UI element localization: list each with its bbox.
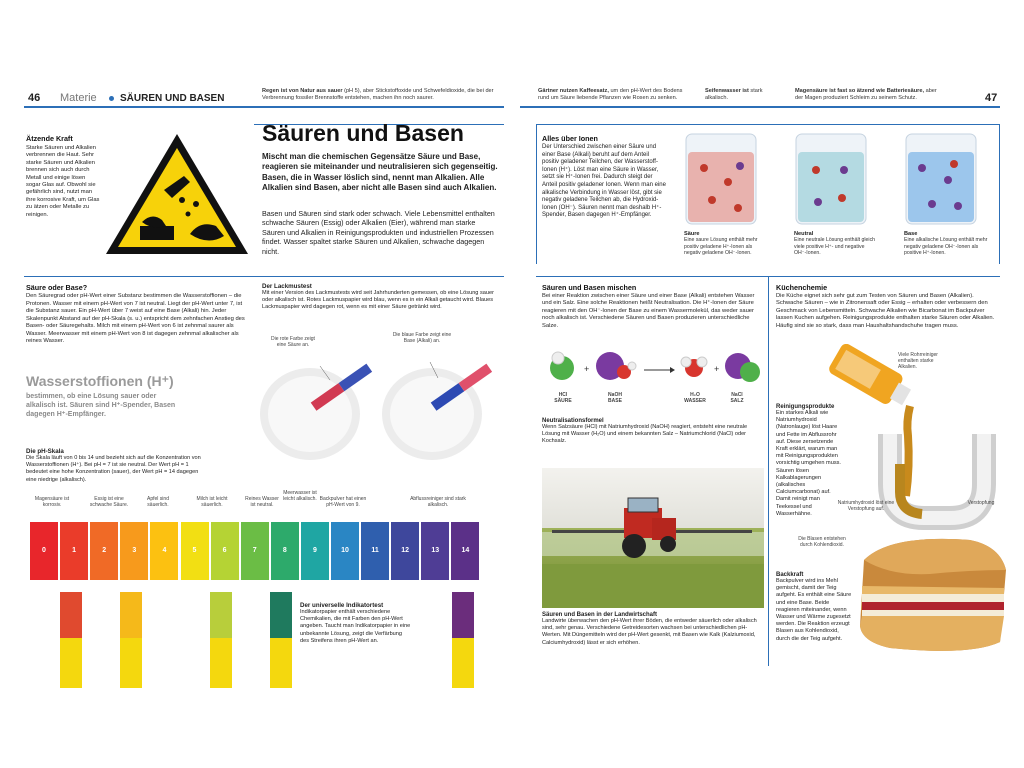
cake-caption: Die Blasen entstehen durch Kohlendioxid.	[798, 536, 846, 548]
ph-scale-title: Die pH-Skala	[26, 448, 64, 455]
hydrogen-ions-text: bestimmen, ob eine Lösung sauer oder alkalisch ist. Säuren sind H⁺-Spender, Basen dagegen H⁺-Empfänger.	[26, 393, 176, 418]
corrosive-text: Starke Säuren und Alkalien verbrennen die Haut. Sehr starke Säuren und Alkalien brennen sich auch durch Metall und einige lösen sogar Glas auf. Obwohl sie gefährlich sind, nutzt man ihre korrosive Kraft, um Glas zu ätzen oder Metalle zu reinigen.	[26, 145, 100, 218]
indicator-title: Der universelle Indikatortest	[300, 602, 384, 609]
ph-cell-4: 4	[150, 522, 178, 580]
ions-rule-h	[536, 124, 1000, 125]
litmus-red-caption: Die rote Farbe zeigt eine Säure an.	[271, 336, 315, 348]
page-bottom-margin	[0, 690, 1024, 768]
molecule-hcl: HCl SÄURE	[554, 392, 572, 404]
ph-cell-14: 14	[451, 522, 479, 580]
ions-rule-right	[999, 124, 1000, 264]
agriculture-text: Landwirte überwachen den pH-Wert ihrer Böden, die entweder säuerlich oder alkalisch sind, sehr genau. Verschiedene Getreidesorten wachsen bei unterschiedlichen pH-Werten. Mit Düngemitteln wird der pH-Wert gesenkt, mit Basen wie Kalk (Kalziumoxid, Calciumhydroxid) lässt er sich erhöhen.	[542, 618, 757, 646]
main-body: Basen und Säuren sind stark oder schwach. Viele Lebensmittel enthalten schwache Säuren (Essig) oder Alkalien (Eier), während man starke Säuren und Alkalien in Reinigungsprodukten und industriellen Prozessen findet. Wasser spaltet starke Säuren und Alkalien, schwache dagegen nicht.	[262, 209, 495, 256]
litmus-section	[262, 283, 502, 312]
ph-cell-11: 11	[361, 522, 389, 580]
litmus-illustration	[252, 348, 492, 466]
ph-callout-milk: Milch ist leicht säuerlich.	[196, 496, 228, 508]
farm-tractor-photo	[542, 468, 764, 608]
ph-cell-12: 12	[391, 522, 419, 580]
molecule-nacl: NaCl SALZ	[730, 392, 744, 404]
neutralisation-formula	[542, 418, 764, 446]
ph-cell-3: 3	[120, 522, 148, 580]
ph-cell-13: 13	[421, 522, 449, 580]
ions-title: Alles über Ionen	[542, 134, 598, 143]
litmus-blue-caption: Die blaue Farbe zeigt eine Base (Alkali) an.	[392, 332, 452, 344]
mixing-section	[542, 283, 764, 330]
beaker-acid	[684, 231, 766, 257]
svg-text:+: +	[584, 364, 590, 374]
ph-scale-text: Die Skala läuft von 0 bis 14 und bezieht sich auf die Konzentration von Wasserstoffionen (H⁺). Bei pH = 7 ist sie neutral. Der Wert pH = 1 bedeutet eine hohe Konzentration (sauer), der Wert pH = 14 dagegen eine niedrige (alkalisch).	[26, 455, 201, 483]
main-intro: Mischt man die chemischen Gegensätze Säure und Base, reagieren sie miteinander und neutralisieren sich gegenseitig. Basen, die in Wasser löslich sind, nennt man Alkalien. Alle Alkalien sind Basen, aber nicht alle Basen sind auch Alkalien.	[262, 152, 498, 193]
left-page-number: 46	[28, 92, 41, 104]
beaker-base-label: Base	[904, 231, 918, 237]
indicator-strip-8	[270, 592, 292, 688]
ph-cell-0: 0	[30, 522, 58, 580]
cleaning-title: Reinigungsprodukte	[776, 404, 835, 410]
baking-title: Backkraft	[776, 572, 804, 578]
page-title: Säuren und Basen	[262, 120, 464, 146]
header-fact-soap: Seifenwasser ist stark alkalisch.	[705, 88, 763, 101]
mixing-text: Bei einer Reaktion zwischen einer Säure und einer Base (Alkali) entstehen Wasser und ein Salz. Eine solche Reaktionen heißt Neutralisation. Die H⁺-Ionen der Säure reagieren mit den OH⁻-Ionen der Base zu einem Wassermolekül, das weder sauer noch alkalisch ist. Verschiedene Säuren und Basen produzieren unterschiedliche Salze.	[542, 293, 755, 329]
ph-cell-7: 7	[241, 522, 269, 580]
formula-title: Neutralisationsformel	[542, 418, 604, 424]
ph-callout-drain-cleaner: Abflussreiniger sind stark alkalisch.	[410, 496, 466, 508]
kitchen-divider	[768, 276, 769, 666]
kitchen-section	[776, 283, 998, 330]
ion-beakers	[682, 130, 992, 230]
ph-callout-vinegar: Essig ist eine schwache Säure.	[89, 496, 129, 508]
section-topic: SÄUREN UND BASEN	[120, 93, 225, 104]
cleaning-text: Ein starkes Alkali wie Natriumhydroxid (Natronlauge) löst Haare und Fette im Abflussrohr auf. Diese zersetzende Kraft erklärt, warum man mit Reinigungsprodukten vorsichtig umgehen muss. Säuren lösen Kalkablagerungen (alkalisches Calciumcarbonat) auf. Damit reinigt man Teekessel und Wasserhähne.	[776, 410, 841, 517]
ph-cell-6: 6	[211, 522, 239, 580]
ions-section	[542, 134, 666, 220]
ions-rule-v	[536, 124, 537, 264]
kitchen-title: Küchenchemie	[776, 283, 828, 292]
hydrogen-ions-title: Wasserstoffionen (H⁺)	[26, 373, 174, 389]
header-rule-right	[520, 106, 1000, 108]
ph-callout-apple: Apfel sind säuerlich.	[147, 496, 169, 508]
litmus-text: Mit einer Version des Lackmustests wird seit Jahrhunderten gemessen, ob eine Lösung sauer oder alkalisch ist. Rotes Lackmuspapier wird blau, wenn es in ein Alkali getaucht wird. Blaues Lackmuspapier wird dagegen rot, wenn es mit einer Säure getränkt wird.	[262, 290, 494, 311]
agriculture-title: Säuren und Basen in der Landwirtschaft	[542, 612, 658, 618]
bottle-caption: Viele Rohrreiniger enthalten starke Alkalien.	[898, 352, 938, 370]
right-page-number: 47	[985, 92, 998, 104]
corrosive-title: Ätzende Kraft	[26, 134, 73, 143]
indicator-strip-4	[120, 592, 142, 688]
formula-text: Wenn Salzsäure (HCl) mit Natriumhydroxid (NaOH) reagiert, entsteht eine neutrale Lösung mit Wasser (H₂O) und einem bekannten Salz – Natriumchlorid (NaCl) oder Kochsalz.	[542, 424, 748, 445]
cake-photo	[850, 530, 1012, 660]
ph-callout-stomach: Magensäure ist korrosiv.	[34, 496, 70, 508]
beaker-base	[904, 231, 996, 257]
ph-callout-water: Reines Wasser ist neutral.	[245, 496, 279, 508]
indicator-strip-1	[60, 592, 82, 688]
header-rule-left	[24, 106, 504, 108]
ph-cell-5: 5	[181, 522, 209, 580]
ph-cell-8: 8	[271, 522, 299, 580]
ph-scale-section	[26, 448, 208, 484]
corrosive-hazard-sign	[102, 130, 252, 258]
litmus-title: Der Lackmustest	[262, 283, 312, 290]
ions-text: Der Unterschied zwischen einer Säure und einer Base (Alkali) beruht auf dem Anteil positiv geladener Teilchen, der Wasserstoff-Ionen (H⁺). Löst man eine Säure in Wasser, setzt sie H⁺-Ionen frei. Dadurch steigt der Anteil positiv geladener Ionen. Wenn man eine alkalische Verbindung in Wasser löst, gibt sie negativ geladene Teilchen ab, die Hydroxid-Ionen (OH⁻). Säuren nennt man deshalb H⁺-Spender, Basen dagegen H⁺-Empfänger.	[542, 144, 666, 219]
hydrogen-ions-section	[26, 373, 176, 419]
beaker-neutral-caption: Eine neutrale Lösung enthält gleich viele positive H⁺- und negative OH⁻-Ionen.	[794, 237, 876, 257]
pipe-caption-blockage: Verstopfung	[967, 500, 995, 506]
acid-or-base-title: Säure oder Base?	[26, 283, 88, 292]
ph-callout-baking-powder: Backpulver hat einen pH-Wert von 9.	[319, 496, 367, 508]
section-name: Materie	[60, 92, 97, 104]
header-fact-stomach: Magensäure ist fast so ätzend wie Batteriesäure, aber der Magen produziert Schleim zu seinem Schutz.	[795, 88, 937, 101]
indicator-strip-14	[452, 592, 474, 688]
ph-cell-10: 10	[331, 522, 359, 580]
kitchen-text: Die Küche eignet sich sehr gut zum Testen von Säuren und Basen (Alkalien). Schwache Säuren – wie in Zitronensaft oder Essig – erhalten oder verbessern den Geschmack von Lebensmitteln. Schwache Alkalien wie Bicarbonat im Backpulver lassen Kuchen aufgehen. Reinigungsprodukte enthalten starke Säuren oder Alkalien. Häufig sind sie so stark, dass man Haushaltshandschuhe tragen muss.	[776, 293, 995, 329]
agriculture-section	[542, 612, 764, 647]
svg-text:+: +	[714, 364, 720, 374]
beaker-acid-caption: Eine saure Lösung enthält mehr positiv geladene H⁺-Ionen als negativ geladene OH⁻-Ionen.	[684, 237, 758, 257]
baking-text: Backpulver wird ins Mehl gemischt, damit der Teig aufgeht. Es enthält eine Säure und eine Base. Beide reagieren miteinander, wenn Wasser und Wärme zugesetzt werden. Die Reaktion erzeugt Blasen aus Kohlendioxid, durch die der Teig aufgeht.	[776, 578, 852, 642]
baking-section	[776, 572, 852, 643]
corrosive-section	[26, 134, 100, 219]
indicator-strip-6	[210, 592, 232, 688]
beaker-neutral-label: Neutral	[794, 231, 814, 237]
acid-or-base-section	[26, 283, 248, 346]
molecule-h2o: H₂O WASSER	[684, 392, 706, 404]
ph-cell-9: 9	[301, 522, 329, 580]
section-dot	[109, 96, 114, 101]
ph-cell-2: 2	[90, 522, 118, 580]
beaker-acid-label: Säure	[684, 231, 700, 237]
indicator-section	[300, 602, 412, 645]
indicator-text: Indikatorpapier enthält verschiedene Chemikalien, die mit Farben den pH-Wert angeben. Taucht man Indikatorpapier in eine unbekannte Lösung, zeigt die Verfärbung des Streifens ihren pH-Wert an.	[300, 609, 411, 644]
mixing-title: Säuren und Basen mischen	[542, 283, 637, 292]
pipe-caption-solution: Natriumhydroxid löst eine Verstopfung auf.	[837, 500, 895, 512]
header-fact-coffee: Gärtner nutzen Kaffeesatz, um den pH-Wert des Bodens rund um Säure liebende Pflanzen wie Rosen zu senken.	[538, 88, 683, 101]
beaker-base-caption: Eine alkalische Lösung enthält mehr negativ geladene OH⁻-Ionen als positive H⁺-Ionen.	[904, 237, 988, 257]
ph-callout-seawater: Meerwasser ist leicht alkalisch.	[283, 490, 317, 502]
beaker-neutral	[794, 231, 876, 257]
ph-cell-1: 1	[60, 522, 88, 580]
left-section-rule	[24, 276, 504, 277]
acid-or-base-text: Den Säuregrad oder pH-Wert einer Substanz bestimmen die Wasserstoffionen – die Protonen. Wasser mit einem pH-Wert von 7 ist neutral. Liegt der pH-Wert unter 7, ist die Substanz sauer. Ein pH-Wert über 7 weist auf eine Base (Alkali) hin. Jeder Skalenpunkt Abstand auf der pH-Skala (s. u.) entspricht dem zehnfachen Anstieg des Basen- oder Säuregehalts. Milch mit einem pH-Wert von 6 ist zehnmal saurer als Wasser. Meerwasser mit einem pH-Wert von 8 ist dagegen zehnmal alkalischer als reines Wasser.	[26, 293, 245, 344]
molecule-naoh: NaOH BASE	[608, 392, 622, 404]
header-fact-rain: Regen ist von Natur aus sauer (pH 5), aber Stickstoffoxide und Schwefeldioxide, die bei der Verbrennung fossiler Brennstoffe entstehen, machen ihn noch saurer.	[262, 88, 494, 101]
